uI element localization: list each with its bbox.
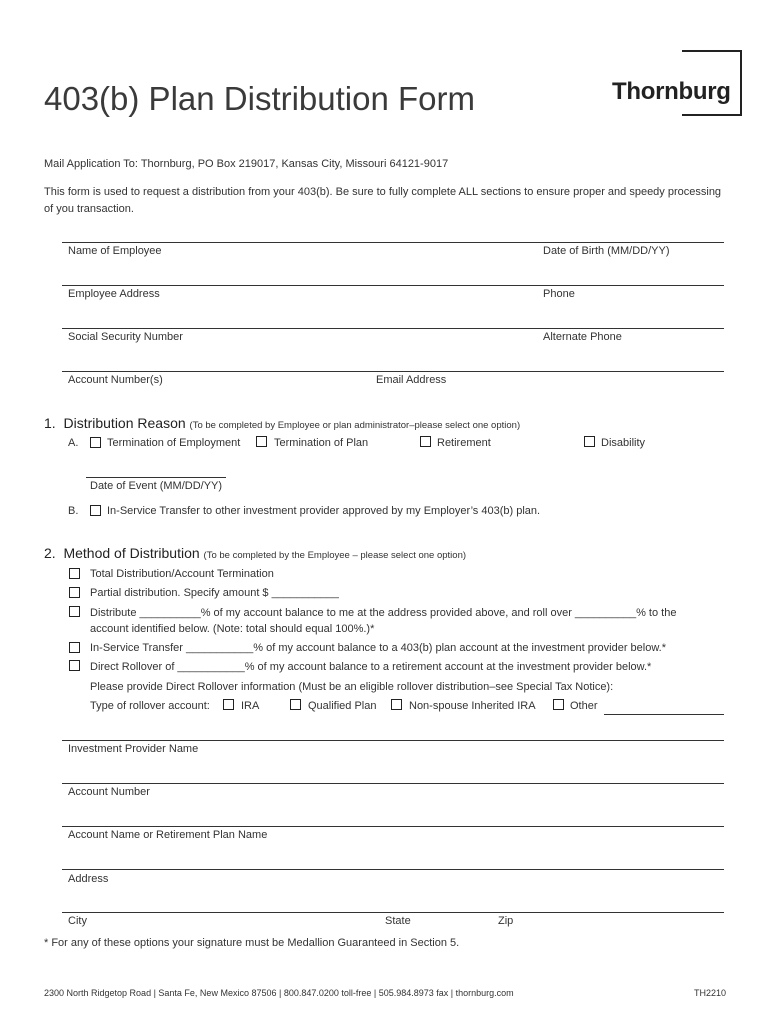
distribute-label: Distribute [90, 607, 137, 619]
distribute-text[interactable]: __________% of my account balance to me at the address provided above, and roll over __________% to the [136, 607, 677, 619]
section-1-title: Distribution Reason [63, 415, 186, 431]
form-code: TH2210 [694, 988, 727, 998]
section-1-subtitle: (To be completed by Employee or plan administrator–please select one option) [189, 420, 521, 431]
field-rule [62, 285, 724, 286]
footnote: * For any of these options your signature must be Medallion Guaranteed in Section 5. [44, 937, 460, 949]
field-rule [62, 740, 724, 741]
zip-field[interactable]: Zip [498, 915, 514, 927]
page-title: 403(b) Plan Distribution Form [44, 80, 475, 117]
field-rule [62, 242, 724, 243]
direct-rollover-checkbox[interactable] [69, 660, 80, 671]
partial-distribution-label: Partial distribution. [90, 587, 181, 599]
termination-plan-checkbox[interactable] [256, 436, 267, 447]
field-rule [62, 371, 724, 372]
other-checkbox[interactable] [553, 699, 564, 710]
in-service-transfer-checkbox[interactable] [90, 505, 101, 516]
field-rule [62, 869, 724, 870]
qualified-plan-label: Qualified Plan [308, 700, 377, 712]
date-of-event-label: Date of Event (MM/DD/YY) [90, 480, 223, 492]
total-distribution-label: Total Distribution/Account Termination [90, 568, 274, 580]
ira-label: IRA [241, 700, 260, 712]
distribute-line [90, 607, 676, 619]
intro-line-1: This form is used to request a distribution from your 403(b). Be sure to fully complete ALL sections to ensure proper and speedy processing [44, 186, 722, 198]
employee-address-field[interactable]: Employee Address [68, 288, 160, 300]
employee-name-field[interactable]: Name of Employee [68, 245, 162, 257]
option-a-label: A. [68, 437, 79, 449]
total-distribution-checkbox[interactable] [69, 568, 80, 579]
non-spouse-ira-label: Non-spouse Inherited IRA [409, 700, 536, 712]
direct-rollover-line [90, 661, 651, 673]
thornburg-logo [612, 50, 742, 114]
alternate-phone-field[interactable]: Alternate Phone [543, 331, 622, 343]
retirement-checkbox[interactable] [420, 436, 431, 447]
logo-text: Thornburg [612, 78, 735, 106]
email-field[interactable]: Email Address [376, 374, 447, 386]
disability-label: Disability [601, 437, 646, 449]
account-number-field[interactable]: Account Number [68, 786, 150, 798]
disability-checkbox[interactable] [584, 436, 595, 447]
termination-employment-label: Termination of Employment [107, 437, 241, 449]
in-service-text[interactable]: ___________% of my account balance to a 403(b) plan account at the investment provider below.* [182, 642, 667, 654]
investment-provider-field[interactable]: Investment Provider Name [68, 743, 199, 755]
section-2-number: 2. [44, 545, 56, 561]
date-of-birth-field[interactable]: Date of Birth (MM/DD/YY) [543, 245, 670, 257]
non-spouse-ira-checkbox[interactable] [391, 699, 402, 710]
field-rule [62, 783, 724, 784]
address-field[interactable]: Address [68, 873, 109, 885]
account-name-field[interactable]: Account Name or Retirement Plan Name [68, 829, 268, 841]
distribute-checkbox[interactable] [69, 606, 80, 617]
section-1-heading [44, 415, 520, 431]
in-service-line [90, 642, 666, 654]
account-numbers-field[interactable]: Account Number(s) [68, 374, 163, 386]
city-field[interactable]: City [68, 915, 87, 927]
mail-address: Thornburg, PO Box 219017, Kansas City, Missouri 64121-9017 [140, 158, 449, 170]
in-service-label: In-Service Transfer [90, 642, 183, 654]
rollover-type-label: Type of rollover account: [90, 700, 210, 712]
retirement-label: Retirement [437, 437, 491, 449]
intro-line-2: of you transaction. [44, 203, 134, 215]
section-2-heading [44, 545, 466, 561]
state-field[interactable]: State [385, 915, 411, 927]
mail-line [44, 158, 448, 170]
phone-field[interactable]: Phone [543, 288, 575, 300]
section-2-title: Method of Distribution [63, 545, 200, 561]
in-service-checkbox[interactable] [69, 642, 80, 653]
termination-plan-label: Termination of Plan [274, 437, 369, 449]
ssn-field[interactable]: Social Security Number [68, 331, 183, 343]
field-rule [62, 912, 724, 913]
section-1-number: 1. [44, 415, 56, 431]
other-field[interactable] [604, 714, 724, 715]
option-b-label: B. [68, 505, 79, 517]
footer-address: 2300 North Ridgetop Road | Santa Fe, New Mexico 87506 | 800.847.0200 toll-free | 505.984.8973 fax | thornburg.com [44, 988, 514, 998]
qualified-plan-checkbox[interactable] [290, 699, 301, 710]
rollover-info-text: Please provide Direct Rollover information (Must be an eligible rollover distribution–see Special Tax Notice): [90, 681, 614, 693]
termination-employment-checkbox[interactable] [90, 437, 101, 448]
other-label: Other [570, 700, 598, 712]
ira-checkbox[interactable] [223, 699, 234, 710]
partial-distribution-line [90, 587, 339, 599]
partial-amount-field[interactable]: Specify amount $ ___________ [183, 587, 339, 599]
field-rule [62, 826, 724, 827]
field-rule [62, 328, 724, 329]
section-2-subtitle: (To be completed by the Employee – please select one option) [203, 550, 467, 561]
date-of-event-rule[interactable] [86, 477, 226, 478]
mail-label: Mail Application To: [44, 158, 138, 170]
distribute-line-2: account identified below. (Note: total should equal 100%.)* [90, 623, 375, 635]
partial-distribution-checkbox[interactable] [69, 587, 80, 598]
direct-rollover-text[interactable]: of ___________% of my account balance to a retirement account at the investment provider below.* [162, 661, 652, 673]
direct-rollover-label: Direct Rollover [90, 661, 163, 673]
in-service-transfer-label: In-Service Transfer to other investment provider approved by my Employer’s 403(b) plan. [107, 505, 541, 517]
